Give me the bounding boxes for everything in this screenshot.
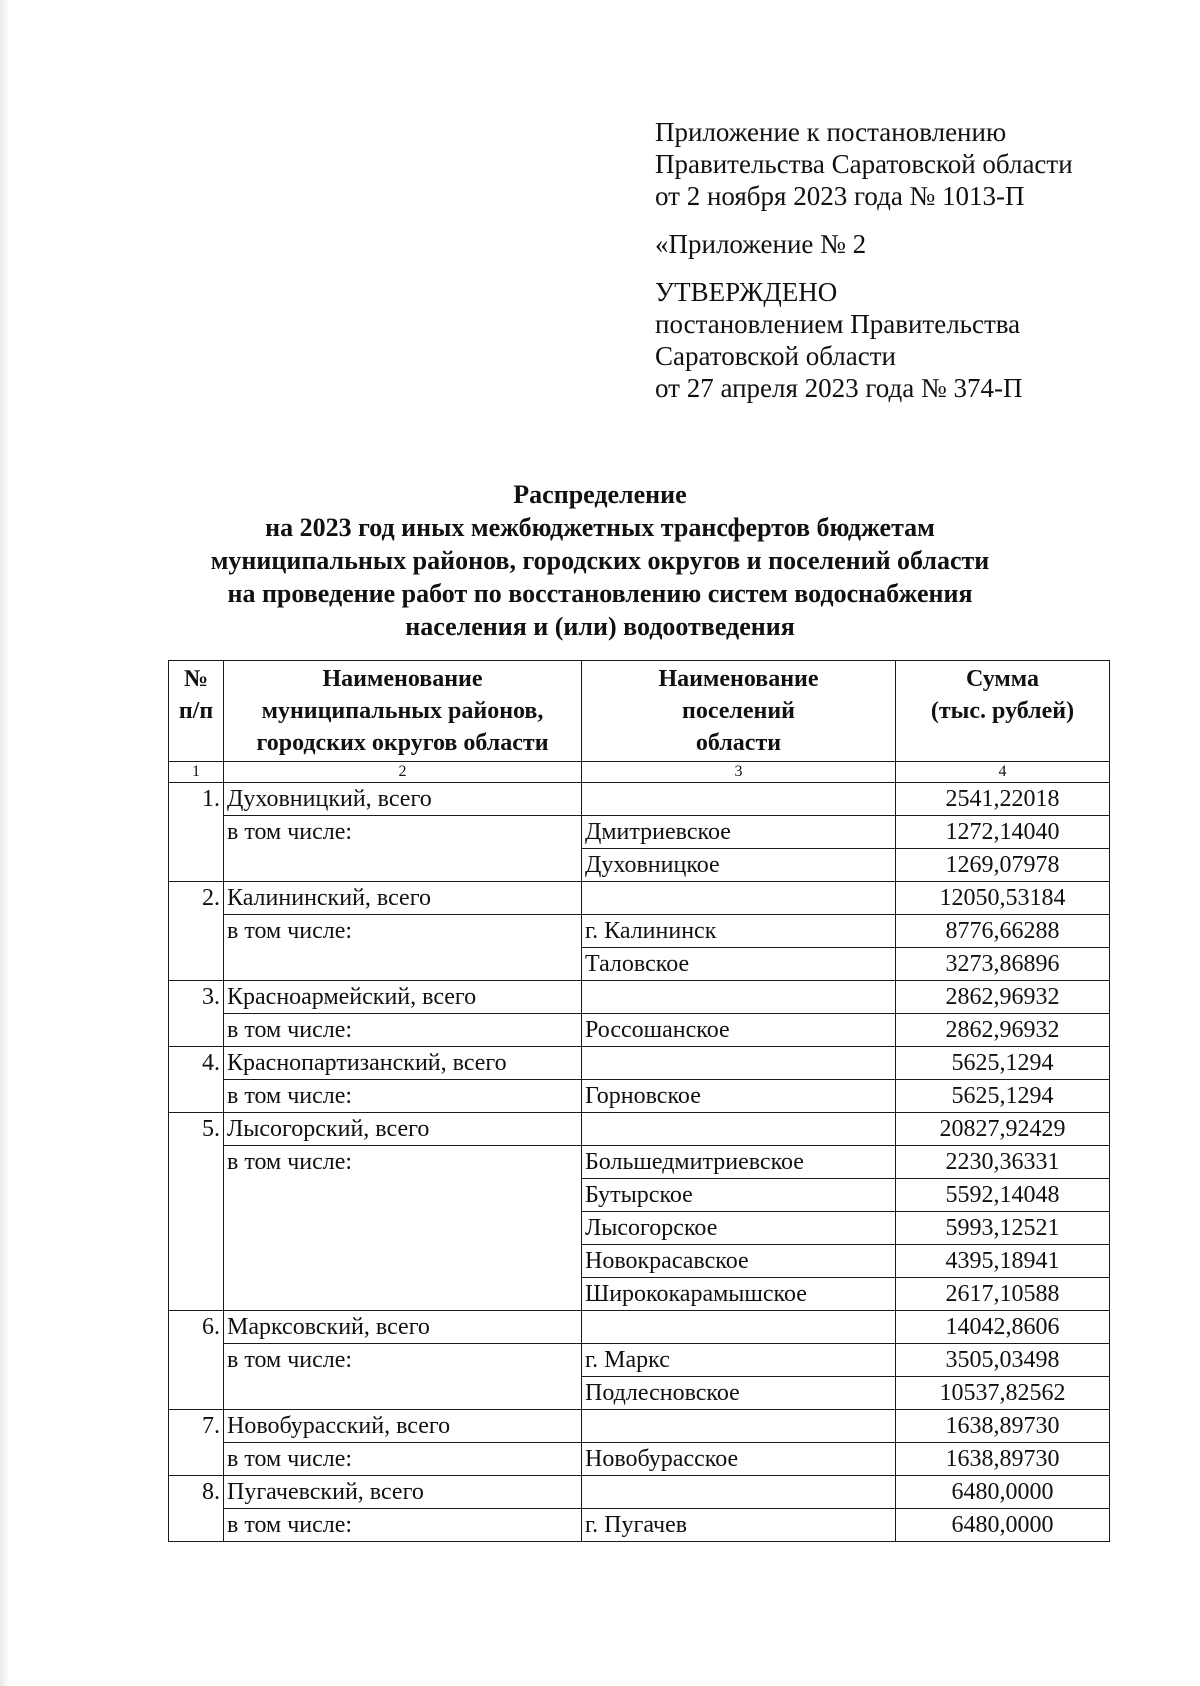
column-number: 4 [896, 762, 1110, 783]
settlement-row [169, 1344, 1110, 1377]
settlement-row [169, 816, 1110, 849]
header-settlement: Наименование поселений области [582, 661, 896, 762]
district-name: Лысогорский, всего [224, 1113, 582, 1146]
column-number: 2 [224, 762, 582, 783]
settlement-name: Новокрасавское [582, 1245, 896, 1278]
district-name: Краснопартизанский, всего [224, 1047, 582, 1080]
appendix-line: Правительства Саратовской области [655, 149, 1073, 179]
settlement-name-empty [582, 1311, 896, 1344]
column-number: 3 [582, 762, 896, 783]
district-total-row [169, 1113, 1110, 1146]
approved-line: от 27 апреля 2023 года № 374-П [655, 373, 1023, 403]
approved-line: Саратовской области [655, 341, 896, 371]
settlement-name-empty [582, 1113, 896, 1146]
district-total-row [169, 981, 1110, 1014]
settlement-row [169, 1509, 1110, 1542]
district-total-sum: 5625,1294 [896, 1047, 1110, 1080]
settlement-name: Новобурасское [582, 1443, 896, 1476]
settlement-sum: 5625,1294 [896, 1080, 1110, 1113]
including-label: в том числе: [224, 1509, 582, 1542]
settlement-name: Духовницкое [582, 849, 896, 882]
settlement-name: Россошанское [582, 1014, 896, 1047]
settlement-row [169, 915, 1110, 948]
column-number-row [169, 762, 1110, 783]
district-name: Духовницкий, всего [224, 783, 582, 816]
settlement-name-empty [582, 783, 896, 816]
distribution-table [168, 660, 1110, 1542]
district-total-row [169, 1311, 1110, 1344]
district-name: Марксовский, всего [224, 1311, 582, 1344]
header-district: Наименование муниципальных районов, городских округов области [224, 661, 582, 762]
district-total-sum: 2862,96932 [896, 981, 1110, 1014]
including-label: в том числе: [224, 1080, 582, 1113]
settlement-name: Бутырское [582, 1179, 896, 1212]
settlement-row [169, 1146, 1110, 1179]
settlement-sum: 2617,10588 [896, 1278, 1110, 1311]
district-total-sum: 12050,53184 [896, 882, 1110, 915]
settlement-name-empty [582, 1047, 896, 1080]
settlement-sum: 5993,12521 [896, 1212, 1110, 1245]
appendix-line: Приложение к постановлению [655, 117, 1007, 147]
settlement-sum: 1269,07978 [896, 849, 1110, 882]
approved-heading: УТВЕРЖДЕНО [655, 277, 838, 307]
title-line: Распределение [513, 480, 687, 509]
document-title [0, 478, 1200, 643]
settlement-row [169, 1080, 1110, 1113]
settlement-name: Подлесновское [582, 1377, 896, 1410]
appendix-number: «Приложение № 2 [655, 229, 867, 259]
district-total-sum: 1638,89730 [896, 1410, 1110, 1443]
settlement-sum: 10537,82562 [896, 1377, 1110, 1410]
settlement-name: г. Пугачев [582, 1509, 896, 1542]
including-label: в том числе: [224, 1344, 582, 1410]
header-no: № п/п [169, 661, 224, 762]
district-total-sum: 14042,8606 [896, 1311, 1110, 1344]
header-sum: Сумма (тыс. рублей) [896, 661, 1110, 762]
settlement-name: Большедмитриевское [582, 1146, 896, 1179]
settlement-sum: 1272,14040 [896, 816, 1110, 849]
settlement-sum: 2230,36331 [896, 1146, 1110, 1179]
settlement-name: Дмитриевское [582, 816, 896, 849]
title-line: на проведение работ по восстановлению систем водоснабжения [227, 579, 973, 608]
district-name: Калининский, всего [224, 882, 582, 915]
settlement-name-empty [582, 1476, 896, 1509]
row-number: 8. [169, 1476, 224, 1542]
settlement-name-empty [582, 1410, 896, 1443]
appendix-line: от 2 ноября 2023 года № 1013-П [655, 181, 1025, 211]
settlement-sum: 8776,66288 [896, 915, 1110, 948]
district-total-row [169, 1476, 1110, 1509]
table-body [169, 783, 1110, 1542]
table-header-row [169, 661, 1110, 762]
row-number: 1. [169, 783, 224, 882]
settlement-sum: 6480,0000 [896, 1509, 1110, 1542]
row-number: 5. [169, 1113, 224, 1311]
including-label: в том числе: [224, 1014, 582, 1047]
settlement-name: Лысогорское [582, 1212, 896, 1245]
row-number: 6. [169, 1311, 224, 1410]
title-line: на 2023 год иных межбюджетных трансфертов бюджетам [265, 513, 935, 542]
settlement-sum: 3273,86896 [896, 948, 1110, 981]
including-label: в том числе: [224, 1443, 582, 1476]
approved-line: постановлением Правительства [655, 309, 1021, 339]
district-total-row [169, 882, 1110, 915]
settlement-name: г. Маркс [582, 1344, 896, 1377]
appendix-block [655, 116, 1073, 404]
row-number: 2. [169, 882, 224, 981]
settlement-row [169, 1443, 1110, 1476]
settlement-name-empty [582, 981, 896, 1014]
scan-edge [0, 0, 10, 1686]
settlement-name: Горновское [582, 1080, 896, 1113]
district-total-row [169, 1410, 1110, 1443]
district-name: Пугачевский, всего [224, 1476, 582, 1509]
settlement-name-empty [582, 882, 896, 915]
row-number: 4. [169, 1047, 224, 1113]
settlement-sum: 4395,18941 [896, 1245, 1110, 1278]
district-total-sum: 20827,92429 [896, 1113, 1110, 1146]
including-label: в том числе: [224, 816, 582, 882]
settlement-sum: 2862,96932 [896, 1014, 1110, 1047]
district-name: Новобурасский, всего [224, 1410, 582, 1443]
row-number: 7. [169, 1410, 224, 1476]
settlement-sum: 1638,89730 [896, 1443, 1110, 1476]
district-total-row [169, 1047, 1110, 1080]
row-number: 3. [169, 981, 224, 1047]
settlement-name: Таловское [582, 948, 896, 981]
column-number: 1 [169, 762, 224, 783]
title-line: населения и (или) водоотведения [405, 612, 795, 641]
including-label: в том числе: [224, 1146, 582, 1311]
including-label: в том числе: [224, 915, 582, 981]
settlement-sum: 5592,14048 [896, 1179, 1110, 1212]
title-line: муниципальных районов, городских округов и поселений области [210, 546, 990, 575]
settlement-name: Ширококарамышское [582, 1278, 896, 1311]
district-total-sum: 2541,22018 [896, 783, 1110, 816]
settlement-sum: 3505,03498 [896, 1344, 1110, 1377]
district-total-sum: 6480,0000 [896, 1476, 1110, 1509]
district-name: Красноармейский, всего [224, 981, 582, 1014]
settlement-row [169, 1014, 1110, 1047]
district-total-row [169, 783, 1110, 816]
settlement-name: г. Калининск [582, 915, 896, 948]
